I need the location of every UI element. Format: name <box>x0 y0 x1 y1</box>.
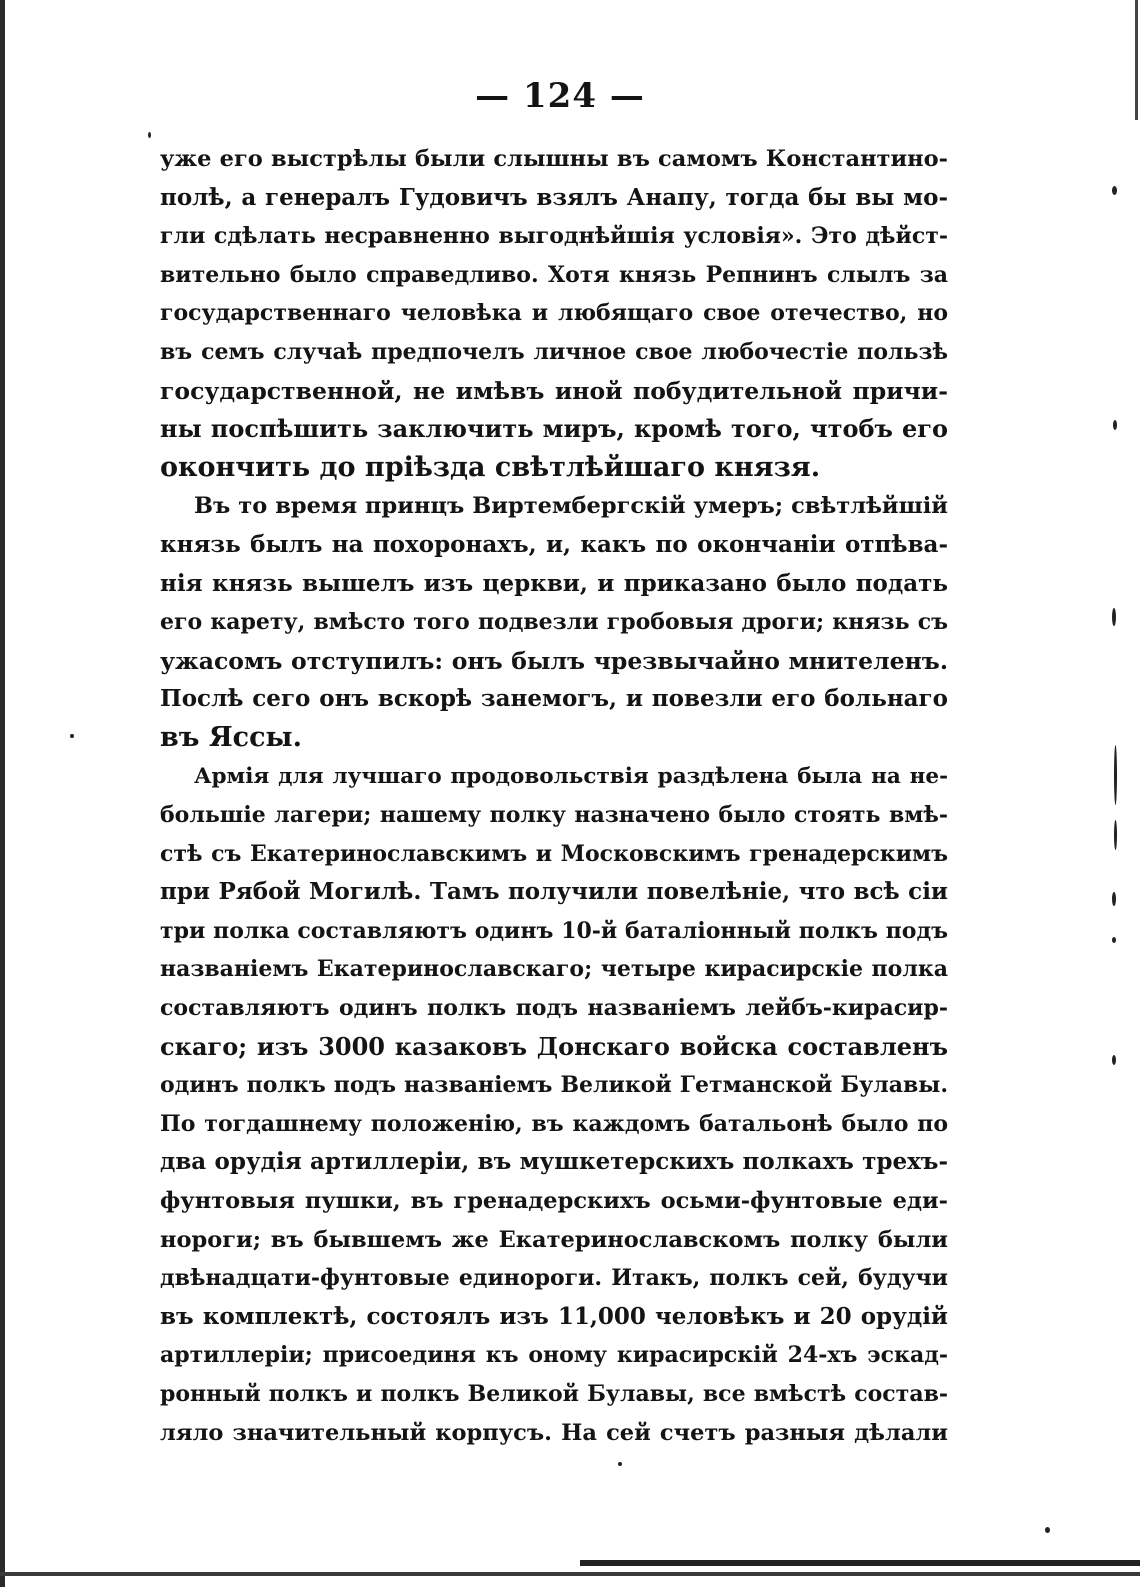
text-line: ронный полкъ и полкъ Великой Булавы, все вмѣстѣ состав- <box>160 1381 948 1407</box>
scan-speck <box>1112 608 1116 626</box>
text-line: два орудія артиллеріи, въ мушкетерскихъ полкахъ трехъ- <box>160 1148 948 1176</box>
text-line: ляло значительный корпусъ. На сей счетъ разныя дѣлали <box>160 1419 948 1446</box>
text-line: его карету, вмѣсто того подвезли гробовыя дроги; князь съ <box>160 609 948 636</box>
text-line: Армія для лучшаго продовольствія раздѣлена была на не- <box>194 763 948 789</box>
text-line: одинъ полкъ подъ названіемъ Великой Гетманской Булавы. <box>160 1072 948 1099</box>
text-line: полѣ, а генералъ Гудовичъ взялъ Анапу, тогда бы вы мо- <box>160 183 948 211</box>
scan-speck <box>1045 1527 1050 1533</box>
text-line: въ семъ случаѣ предпочелъ личное свое любочестіе пользѣ <box>160 338 948 365</box>
scan-speck <box>1112 892 1116 906</box>
scan-speck <box>148 132 151 138</box>
text-line: государственной, не имѣвъ иной побудительной причи- <box>160 376 948 405</box>
text-line: нороги; въ бывшемъ же Екатеринославскомъ полку были <box>160 1226 948 1253</box>
scan-speck <box>1112 1055 1116 1065</box>
text-line: гли сдѣлать несравненно выгоднѣйшія условія». Это дѣйст- <box>160 223 948 250</box>
text-line: три полка составляютъ одинъ 10-й баталіонный полкъ подъ <box>160 917 948 944</box>
text-line: государственнаго человѣка и любящаго свое отечество, но <box>160 300 948 327</box>
scan-right-edge <box>1135 0 1138 120</box>
scan-bottom-shadow <box>580 1560 1140 1566</box>
scan-speck <box>70 734 74 738</box>
text-line: князь былъ на похоронахъ, и, какъ по окончаніи отпѣва- <box>160 530 948 558</box>
body-text <box>160 140 948 1452</box>
page-number: — 124 — <box>475 76 645 116</box>
text-line: уже его выстрѣлы были слышны въ самомъ Константино- <box>160 146 948 172</box>
text-line: ужасомъ отступилъ: онъ былъ чрезвычайно мнителенъ. <box>160 646 948 675</box>
text-line: въ комплектѣ, состоялъ изъ 11,000 человѣкъ и 20 орудій <box>160 1302 948 1330</box>
text-line: составляютъ одинъ полкъ подъ названіемъ лейбъ-кирасир- <box>160 995 948 1022</box>
text-line: окончить до пріѣзда свѣтлѣйшаго князя. <box>160 451 821 483</box>
scan-speck <box>1112 186 1117 195</box>
text-line: Въ то время принцъ Виртембергскій умеръ; свѣтлѣйшій <box>194 493 948 520</box>
scan-speck <box>618 1462 622 1466</box>
text-line: названіемъ Екатеринославскаго; четыре кирасирскіе полка <box>160 956 948 983</box>
text-line: стѣ съ Екатеринославскимъ и Московскимъ гренадерскимъ <box>160 840 948 867</box>
text-line: Послѣ сего онъ вскорѣ занемогъ, и повезли его больнаго <box>160 685 948 713</box>
text-line: большіе лагери; нашему полку назначено было стоять вмѣ- <box>160 802 948 829</box>
text-line: вительно было справедливо. Хотя князь Репнинъ слылъ за <box>160 261 948 288</box>
scan-speck <box>1114 745 1117 805</box>
text-line: нія князь вышелъ изъ церкви, и приказано было подать <box>160 569 948 597</box>
scan-speck <box>1112 937 1116 943</box>
text-line: скаго; изъ 3000 казаковъ Донскаго войска составленъ <box>160 1031 948 1061</box>
scan-speck <box>1113 420 1117 430</box>
text-line: двѣнадцати-фунтовые единороги. Итакъ, полкъ сей, будучи <box>160 1265 948 1292</box>
scan-speck <box>1114 820 1117 850</box>
scan-left-edge <box>0 0 5 1587</box>
text-line: фунтовыя пушки, въ гренадерскихъ осьми-фунтовые еди- <box>160 1188 948 1215</box>
text-line: артиллеріи; присоединя къ оному кирасирскій 24-хъ эскад- <box>160 1342 948 1369</box>
text-line: въ Яссы. <box>160 721 303 753</box>
text-line: при Рябой Могилѣ. Тамъ получили повелѣніе, что всѣ сіи <box>160 878 948 906</box>
scan-bottom-edge <box>0 1572 1140 1576</box>
text-line: По тогдашнему положенію, въ каждомъ батальонѣ было по <box>160 1110 948 1137</box>
text-line: ны поспѣшить заключить миръ, кромѣ того, чтобъ его <box>160 414 948 444</box>
